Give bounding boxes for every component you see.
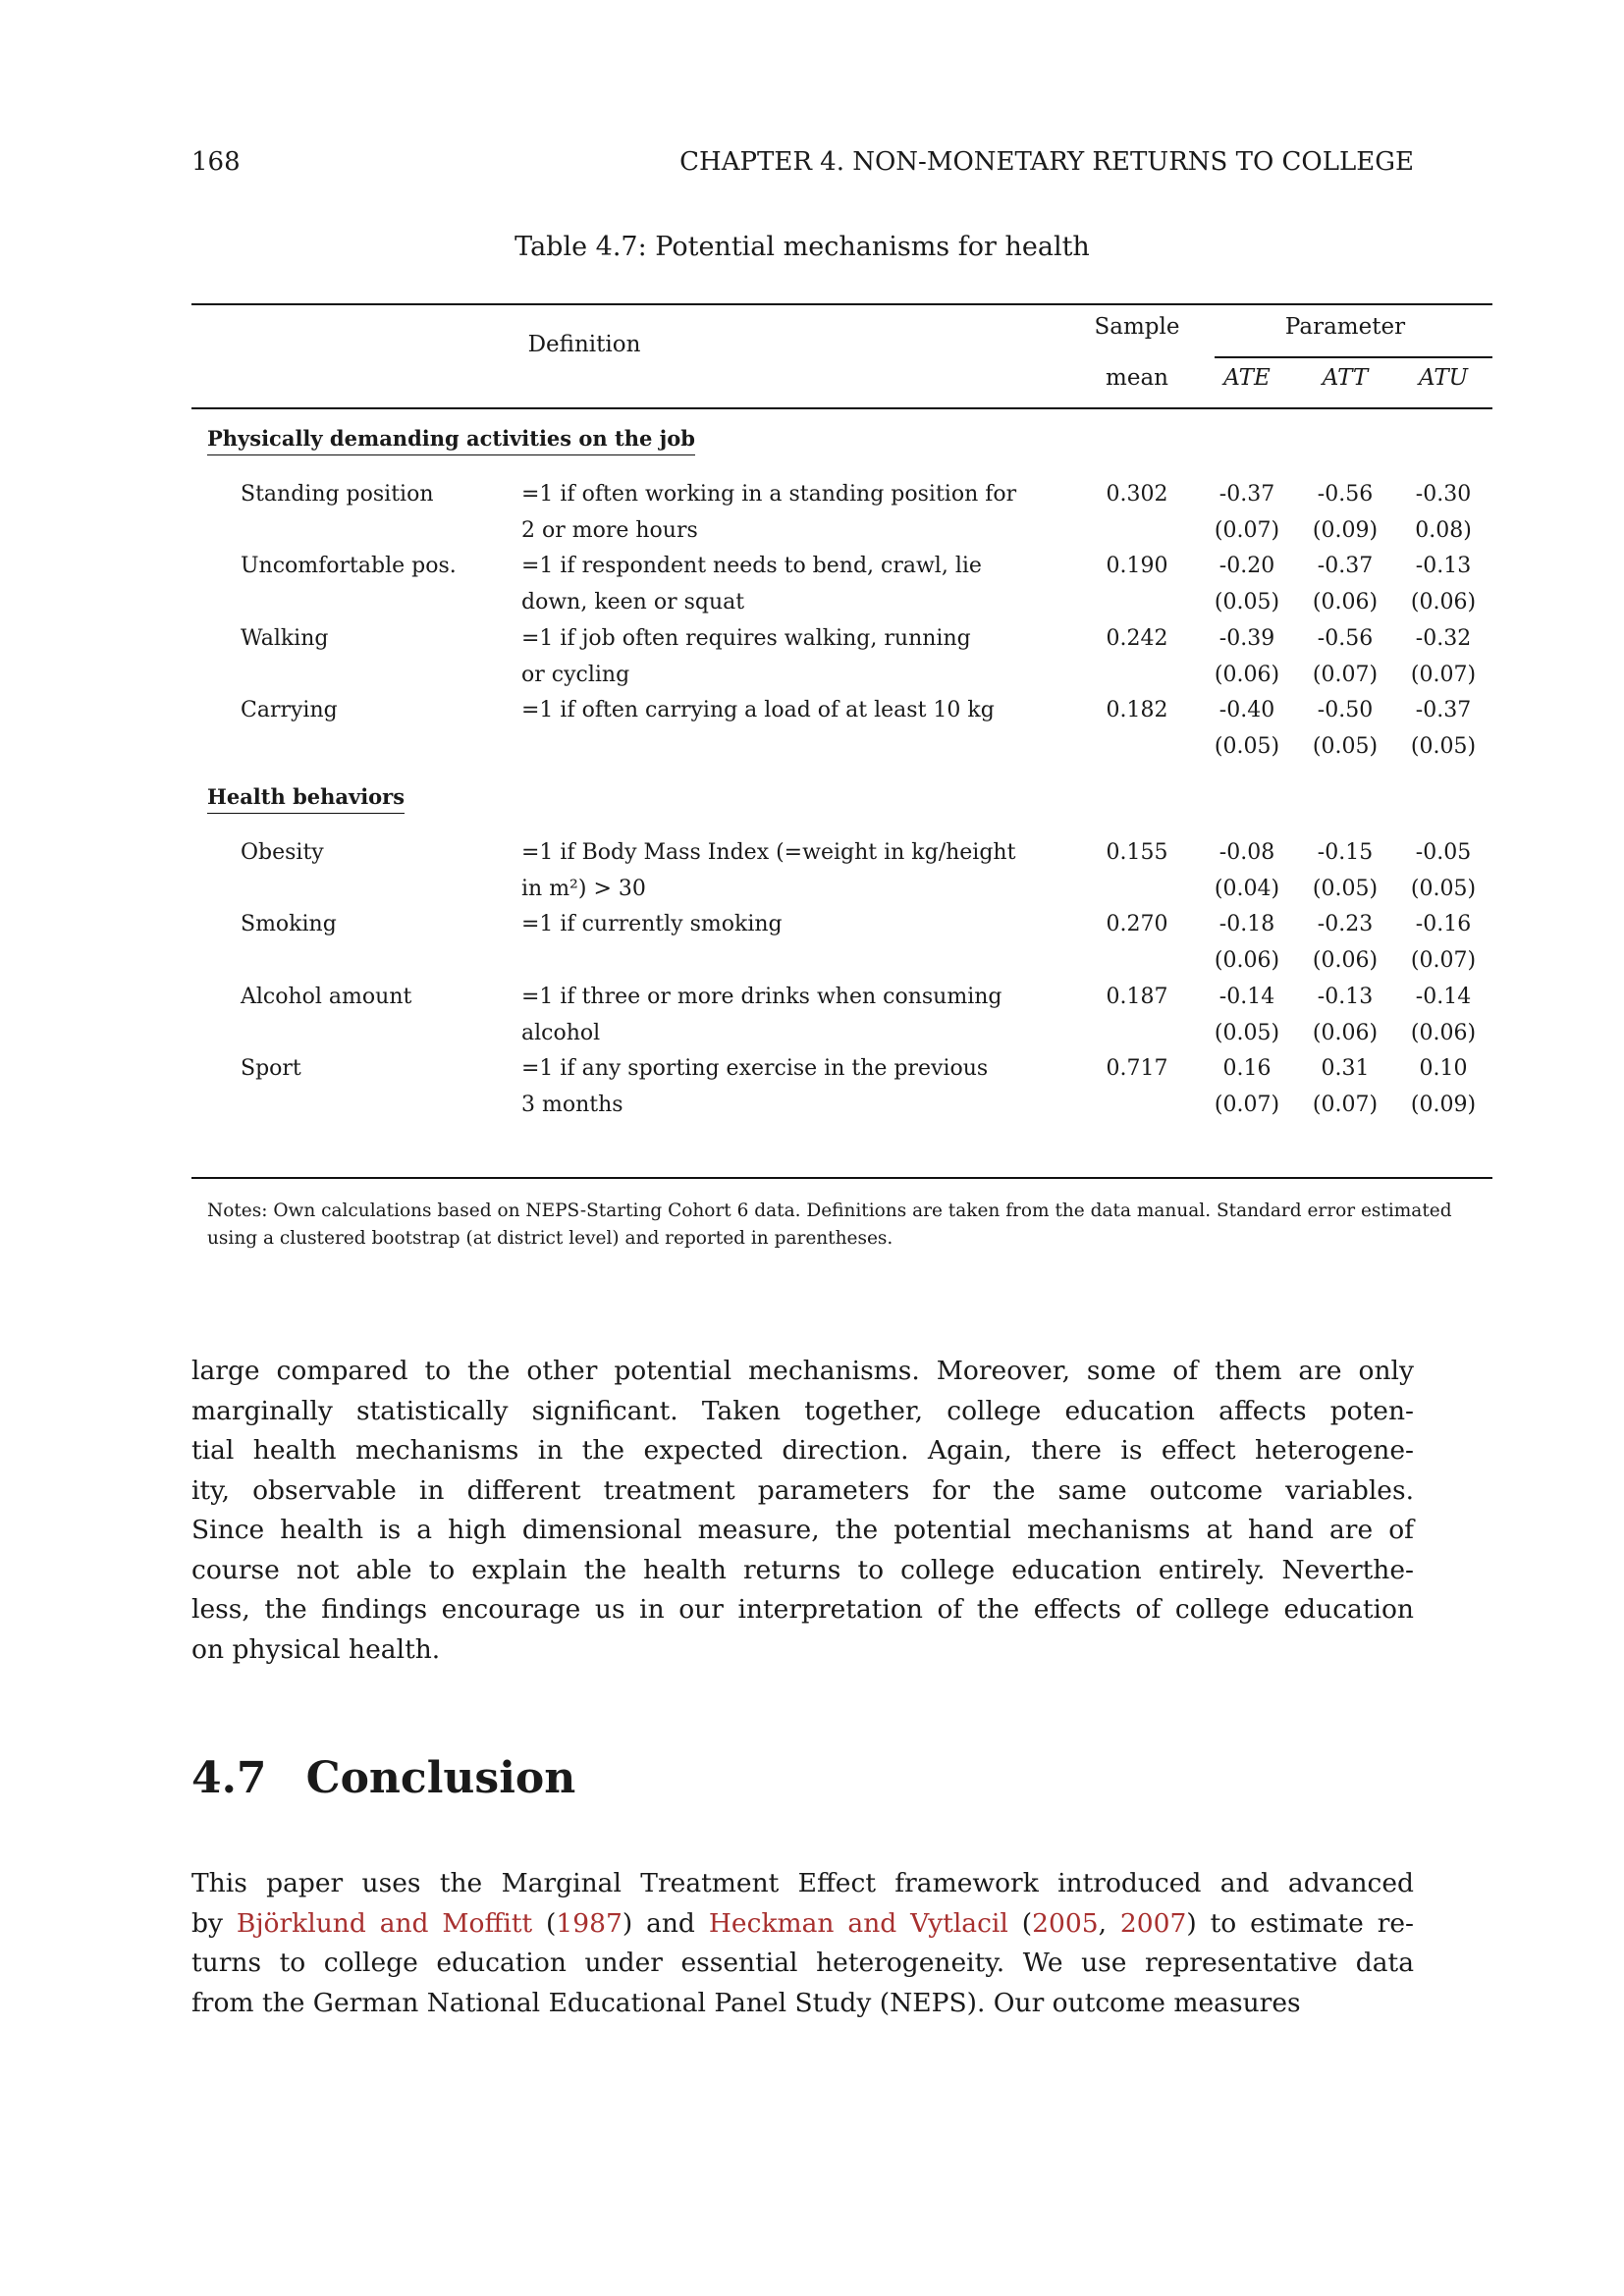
header-att: ATT bbox=[1322, 365, 1369, 391]
cell-ate: -0.14 bbox=[1218, 985, 1275, 1009]
cell-mean: 0.717 bbox=[1106, 1056, 1168, 1081]
cell-att-se: (0.06) bbox=[1312, 1021, 1379, 1045]
section-title: Conclusion bbox=[305, 1753, 576, 1803]
table-top-rule bbox=[191, 303, 1492, 305]
text-line bbox=[191, 1352, 1414, 1392]
citation-link[interactable]: Björklund and Moffitt bbox=[236, 1907, 533, 1939]
cell-atu-se: (0.07) bbox=[1410, 948, 1477, 973]
citation-link[interactable]: Heckman and Vytlacil bbox=[708, 1907, 1008, 1939]
cell-atu-se: (0.05) bbox=[1410, 877, 1477, 901]
text-segment: marginally statistically significant. Taken together, college education affects poten- bbox=[191, 1395, 1414, 1426]
text-line bbox=[191, 1431, 1414, 1471]
cell-ate: -0.39 bbox=[1218, 626, 1275, 651]
row-definition: =1 if currently smoking bbox=[521, 912, 783, 936]
cell-ate-se: (0.05) bbox=[1214, 1021, 1280, 1045]
row-definition-cont: alcohol bbox=[521, 1021, 601, 1045]
section-heading bbox=[191, 1753, 575, 1803]
page-number: 168 bbox=[191, 147, 241, 177]
cell-att: -0.50 bbox=[1317, 698, 1374, 722]
row-definition-cont: in m²) > 30 bbox=[521, 877, 646, 901]
cell-ate-se: (0.07) bbox=[1214, 518, 1280, 543]
cell-atu-se: (0.06) bbox=[1410, 1021, 1477, 1045]
row-definition: =1 if often carrying a load of at least 10 kg bbox=[521, 698, 995, 722]
cell-mean: 0.242 bbox=[1106, 626, 1168, 651]
text-segment: This paper uses the Marginal Treatment Effect framework introduced and advanced bbox=[191, 1868, 1414, 1898]
cell-att-se: (0.09) bbox=[1312, 518, 1379, 543]
text-line bbox=[191, 1471, 1414, 1512]
text-line bbox=[191, 1511, 1414, 1551]
table-mid-rule bbox=[191, 407, 1492, 409]
row-label: Obesity bbox=[241, 840, 324, 865]
cell-atu: -0.05 bbox=[1415, 840, 1472, 865]
cell-ate: -0.18 bbox=[1218, 912, 1275, 936]
cell-ate-se: (0.05) bbox=[1214, 734, 1280, 759]
body-paragraph-1 bbox=[191, 1352, 1414, 1670]
cell-atu-se: 0.08) bbox=[1415, 518, 1472, 543]
text-segment: ( bbox=[1007, 1907, 1033, 1939]
row-label: Smoking bbox=[241, 912, 337, 936]
header-definition: Definition bbox=[527, 332, 641, 357]
cell-ate: -0.37 bbox=[1218, 482, 1275, 507]
cell-atu: -0.14 bbox=[1415, 985, 1472, 1009]
cell-atu: 0.10 bbox=[1419, 1056, 1468, 1081]
text-segment: by bbox=[191, 1907, 237, 1939]
cell-atu: -0.16 bbox=[1415, 912, 1472, 936]
section-number: 4.7 bbox=[191, 1753, 267, 1803]
citation-link[interactable]: 1987 bbox=[556, 1907, 623, 1939]
text-segment: course not able to explain the health returns to college education entirely. Neverthe- bbox=[191, 1554, 1414, 1585]
cell-att-se: (0.07) bbox=[1312, 1093, 1379, 1117]
section-heading-health: Health behaviors bbox=[207, 784, 405, 814]
parameter-rule bbox=[1215, 356, 1492, 358]
row-definition: =1 if three or more drinks when consuming bbox=[521, 985, 1002, 1009]
cell-atu-se: (0.07) bbox=[1410, 663, 1477, 687]
cell-att-se: (0.06) bbox=[1312, 948, 1379, 973]
cell-att: -0.56 bbox=[1317, 626, 1374, 651]
cell-ate: -0.08 bbox=[1218, 840, 1275, 865]
body-paragraph-2 bbox=[191, 1864, 1414, 2023]
row-label: Uncomfortable pos. bbox=[241, 554, 457, 578]
cell-att: -0.37 bbox=[1317, 554, 1374, 578]
text-segment: ( bbox=[532, 1907, 557, 1939]
text-segment: ) to estimate re- bbox=[1186, 1907, 1415, 1939]
row-definition-cont: down, keen or squat bbox=[521, 590, 745, 614]
cell-atu: -0.37 bbox=[1415, 698, 1472, 722]
table-caption: Table 4.7: Potential mechanisms for health bbox=[514, 232, 1090, 262]
header-sample: Sample bbox=[1094, 314, 1180, 340]
row-definition-cont: 3 months bbox=[521, 1093, 623, 1117]
cell-mean: 0.187 bbox=[1106, 985, 1168, 1009]
row-label: Alcohol amount bbox=[241, 985, 412, 1009]
text-segment: ) and bbox=[622, 1907, 709, 1939]
table-notes: Notes: Own calculations based on NEPS-Starting Cohort 6 data. Definitions are taken from the data manual. Standard error estimated using a clustered bootstrap (at district level) and reported in parentheses. bbox=[207, 1201, 1452, 1249]
cell-atu-se: (0.05) bbox=[1410, 734, 1477, 759]
row-definition-cont: 2 or more hours bbox=[521, 518, 698, 543]
header-ate: ATE bbox=[1223, 365, 1271, 391]
cell-mean: 0.270 bbox=[1106, 912, 1168, 936]
cell-mean: 0.190 bbox=[1106, 554, 1168, 578]
text-line bbox=[191, 1551, 1414, 1591]
text-line bbox=[191, 1864, 1414, 1904]
chapter-title: CHAPTER 4. NON-MONETARY RETURNS TO COLLEGE bbox=[679, 147, 1414, 177]
cell-ate-se: (0.05) bbox=[1214, 590, 1280, 614]
text-segment: large compared to the other potential mechanisms. Moreover, some of them are only bbox=[191, 1356, 1414, 1386]
text-line bbox=[191, 1904, 1414, 1945]
row-definition: =1 if respondent needs to bend, crawl, lie bbox=[521, 554, 982, 578]
cell-ate-se: (0.07) bbox=[1214, 1093, 1280, 1117]
cell-ate: -0.40 bbox=[1218, 698, 1275, 722]
text-segment: tial health mechanisms in the expected direction. Again, there is effect heterogene- bbox=[191, 1435, 1414, 1466]
cell-ate-se: (0.06) bbox=[1214, 948, 1280, 973]
cell-att: 0.31 bbox=[1321, 1056, 1370, 1081]
cell-atu: -0.32 bbox=[1415, 626, 1472, 651]
cell-atu: -0.13 bbox=[1415, 554, 1472, 578]
header-atu: ATU bbox=[1418, 365, 1469, 391]
citation-link[interactable]: 2007 bbox=[1119, 1907, 1187, 1939]
cell-att-se: (0.06) bbox=[1312, 590, 1379, 614]
header-parameter: Parameter bbox=[1284, 314, 1406, 340]
text-segment: on physical health. bbox=[191, 1633, 441, 1665]
row-label: Sport bbox=[241, 1056, 301, 1081]
cell-att: -0.15 bbox=[1317, 840, 1374, 865]
text-segment: less, the findings encourage us in our interpretation of the effects of college education bbox=[191, 1594, 1414, 1625]
row-definition: =1 if any sporting exercise in the previous bbox=[521, 1056, 989, 1081]
text-line bbox=[191, 1984, 1414, 2024]
text-segment: ity, observable in different treatment parameters for the same outcome variables. bbox=[191, 1474, 1414, 1506]
text-line bbox=[191, 1944, 1414, 1984]
cell-ate-se: (0.04) bbox=[1214, 877, 1280, 901]
row-label: Carrying bbox=[241, 698, 338, 722]
cell-atu-se: (0.09) bbox=[1410, 1093, 1477, 1117]
text-segment: turns to college education under essential heterogeneity. We use representative data bbox=[191, 1948, 1414, 1978]
cell-ate: 0.16 bbox=[1222, 1056, 1272, 1081]
text-line bbox=[191, 1630, 1414, 1671]
cell-ate: -0.20 bbox=[1218, 554, 1275, 578]
cell-att-se: (0.05) bbox=[1312, 734, 1379, 759]
cell-att: -0.13 bbox=[1317, 985, 1374, 1009]
row-definition: =1 if job often requires walking, running bbox=[521, 626, 971, 651]
text-segment: Since health is a high dimensional measure, the potential mechanisms at hand are of bbox=[191, 1515, 1414, 1545]
row-definition: =1 if often working in a standing position for bbox=[521, 482, 1017, 507]
text-segment: , bbox=[1098, 1907, 1120, 1939]
header-mean: mean bbox=[1106, 365, 1168, 391]
row-definition: =1 if Body Mass Index (=weight in kg/height bbox=[521, 840, 1016, 865]
cell-atu-se: (0.06) bbox=[1410, 590, 1477, 614]
cell-att-se: (0.07) bbox=[1312, 663, 1379, 687]
cell-att: -0.23 bbox=[1317, 912, 1374, 936]
section-heading-physical: Physically demanding activities on the job bbox=[207, 426, 695, 455]
citation-link[interactable]: 2005 bbox=[1032, 1907, 1099, 1939]
text-line bbox=[191, 1590, 1414, 1630]
cell-mean: 0.182 bbox=[1106, 698, 1168, 722]
row-label: Walking bbox=[241, 626, 329, 651]
table-bottom-rule bbox=[191, 1177, 1492, 1179]
cell-ate-se: (0.06) bbox=[1214, 663, 1280, 687]
text-line bbox=[191, 1392, 1414, 1432]
cell-att-se: (0.05) bbox=[1312, 877, 1379, 901]
row-label: Standing position bbox=[241, 482, 434, 507]
text-segment: from the German National Educational Panel Study (NEPS). Our outcome measures bbox=[191, 1987, 1301, 2018]
row-definition-cont: or cycling bbox=[521, 663, 630, 687]
cell-att: -0.56 bbox=[1317, 482, 1374, 507]
cell-atu: -0.30 bbox=[1415, 482, 1472, 507]
cell-mean: 0.302 bbox=[1106, 482, 1168, 507]
cell-mean: 0.155 bbox=[1106, 840, 1168, 865]
